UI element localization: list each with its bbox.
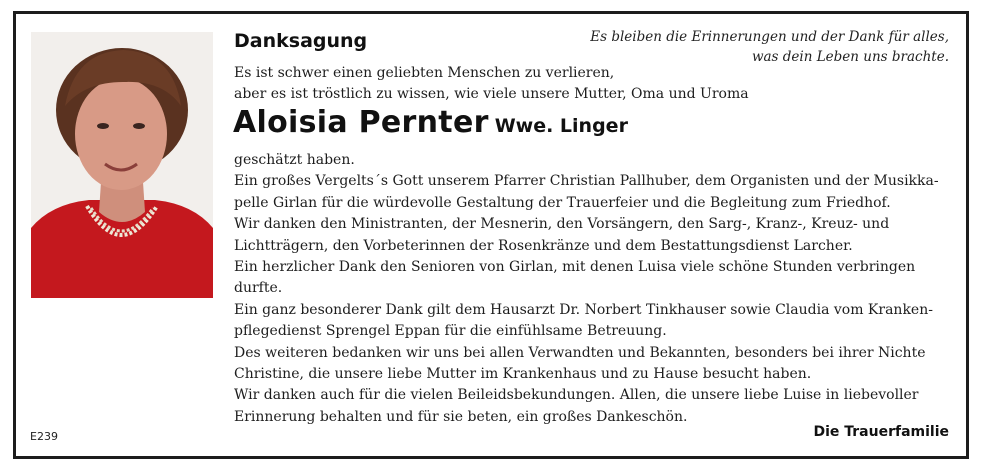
text-line: pflegedienst Sprengel Eppan für die einfühlsame Betreuung. [234,323,667,340]
motto-line: was dein Leben uns brachte. [751,49,949,65]
intro-line: aber es ist tröstlich zu wissen, wie viele unsere Mutter, Oma und Uroma [234,86,749,102]
text-line: Wir danken auch für die vielen Beileidsbekundungen. Allen, die unsere liebe Luise in liebevoller [234,387,919,404]
portrait-photo [31,32,213,298]
text-line: Ein großes Vergelts´s Gott unserem Pfarrer Christian Pallhuber, dem Organisten und der Musikka- [234,173,939,190]
thanks-text [234,150,950,428]
portrait-illustration [31,32,213,298]
motto-line: Es bleiben die Erinnerungen und der Dank für alles, [590,29,949,45]
deceased-name-suffix: Wwe. Linger [494,115,628,137]
intro-line: Es ist schwer einen geliebten Menschen zu verlieren, [234,65,615,81]
motto-quote [569,27,949,67]
text-line: Erinnerung behalten und für sie beten, ein großes Dankeschön. [234,408,688,425]
text-line: Wir danken den Ministranten, der Mesnerin, den Vorsängern, den Sarg-, Kranz-, Kreuz- und [234,216,890,233]
text-line: Ein herzlicher Dank den Senioren von Girlan, mit denen Luisa viele schöne Stunden verbringen [234,259,916,276]
deceased-name: Aloisia Pernter [233,105,489,140]
text-line: Ein ganz besonderer Dank gilt dem Hausarzt Dr. Norbert Tinkhauser sowie Claudia vom Kranken- [234,301,933,318]
text-line: geschätzt haben. [234,152,355,168]
intro-text [234,63,749,105]
ad-code: E239 [30,430,58,443]
page-title: Danksagung [234,30,368,52]
text-line: Christine, die unsere liebe Mutter im Krankenhaus und zu Hause besucht haben. [234,366,812,383]
text-line: pelle Girlan für die würdevolle Gestaltung der Trauerfeier und die Begleitung zum Friedhof. [234,194,891,211]
signature: Die Trauerfamilie [813,424,949,440]
text-line: durfte. [234,280,283,297]
deceased-name-line [233,105,628,140]
text-line: Lichtträgern, den Vorbeterinnen der Rosenkränze und dem Bestattungsdienst Larcher. [234,237,853,254]
text-line: Des weiteren bedanken wir uns bei allen Verwandten und Bekannten, besonders bei ihrer Nichte [234,344,926,361]
